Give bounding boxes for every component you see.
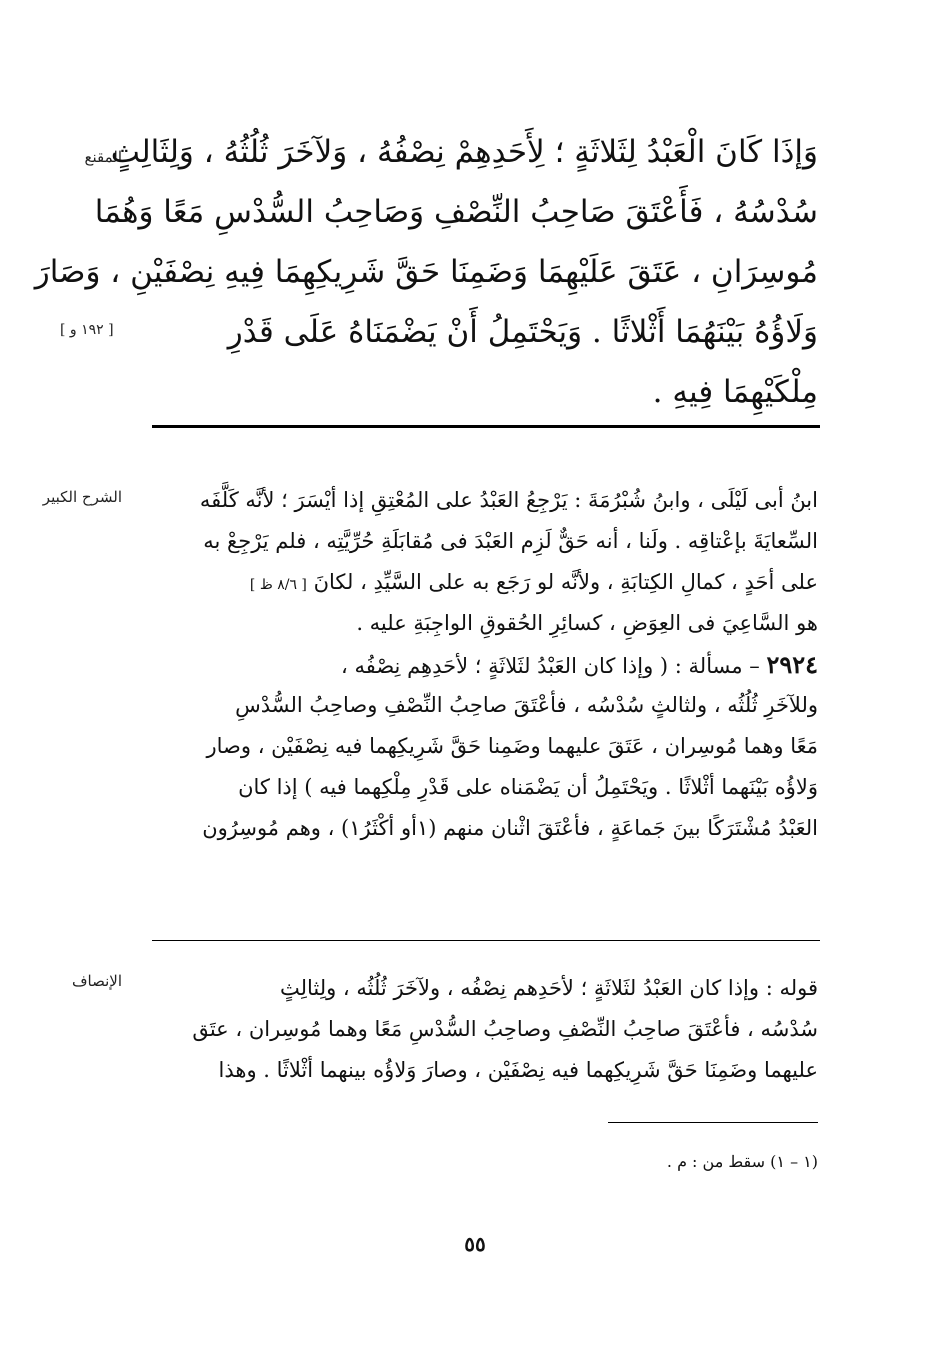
- text-line: وَإذَا كَانَ الْعَبْدُ لِثَلاثَةٍ ؛ لِأَحَدِهِمْ نِصْفُهُ ، وَلآخَرَ ثُلُثُهُ ، وَلِثَالِثٍ: [110, 134, 818, 170]
- text-line: مُوسِرَانِ ، عَتَقَ عَلَيْهِمَا وَضَمِنَا حَقَّ شَرِيكِهِمَا فِيهِ نِصْفَيْنِ ، وَصَارَ: [34, 254, 818, 290]
- text-line: مِلْكَيْهِمَا فِيهِ .: [652, 374, 818, 410]
- line-text: على أحَدٍ ، كمالِ الكِتابَةِ ، ولأنَّه لو رَجَع به على السَّيِّدِ ، لكانَ: [313, 570, 818, 594]
- page-number: ٥٥: [464, 1232, 486, 1256]
- manuscript-ref: [ ٨/٦ ظ ]: [249, 577, 307, 593]
- text-line: وَلاؤُه بَيْنَهما أثْلاثًا . ويَحْتَمِلُ أن يَضْمَناه على قَدْرِ مِلْكِهما فيه ) إذا كان: [238, 775, 818, 799]
- section-divider: [152, 940, 820, 941]
- insaf-text-block: [152, 968, 818, 1091]
- text-line: قوله : وإذا كان العَبْدُ لثَلاثَةٍ ؛ لأحَدِهم نِصْفُه ، ولآخَرَ ثُلُثُه ، ولِثالِثٍ: [279, 976, 818, 1000]
- text-line: وَلَاؤُهُ بَيْنَهُمَا أَثْلاثًا . وَيَحْتَمِلُ أَنْ يَضْمَنَاهُ عَلَى قَدْرِ: [227, 314, 818, 350]
- masala-number: ٢٩٢٤: [766, 650, 818, 679]
- text-line: السِّعايَةَ بإعْتاقِه . ولَنا ، أنه حَقٌّ لَزِم العَبْدَ فى مُقابَلَةِ حُرِّيَّتِه ، فلم يَرْجِعْ به: [203, 529, 818, 553]
- text-line: سُدْسُهُ ، فَأَعْتَقَ صَاحِبُ النِّصْفِ وَصَاحِبُ السُّدْسِ مَعًا وَهُمَا: [94, 194, 818, 230]
- text-line: ابنُ أبى لَيْلَى ، وابنُ شُبْرُمَةَ : يَرْجِعُ العَبْدُ على المُعْتِقِ إذا أيْسَرَ ؛ لأنَّه كَلَّفَه: [199, 488, 818, 512]
- footnote-divider: [608, 1122, 818, 1123]
- text-line: مَعًا وهما مُوسِران ، عَتَقَ عليهما وضَمِنا حَقَّ شَرِيكِهما فيه نِصْفَيْن ، وصار: [206, 734, 818, 758]
- text-line: العَبْدُ مُشْتَرَكًا بينَ جَماعَةٍ ، فأعْتَقَ اثْنان منهم (١أو أكْثَرُ١) ، وهم مُوسِرُون: [202, 816, 818, 840]
- text-line: سُدْسُه ، فأعْتَقَ صاحِبُ النِّصْفِ وصاحِبُ السُّدْسِ مَعًا وهما مُوسِران ، عتَق: [192, 1017, 818, 1041]
- section-divider: [152, 425, 820, 428]
- text-line: هو السَّاعِيَ فى العِوَضِ ، كسائِرِ الحُقوقِ الواجِبَةِ عليه .: [356, 611, 818, 635]
- text-line: وللآخَرِ ثُلُثُه ، ولثالثٍ سُدْسُه ، فأعْتَقَ صاحِبُ النِّصْفِ وصاحِبُ السُّدْسِ: [235, 693, 818, 717]
- section-label-sharh: الشرح الكبير: [42, 488, 122, 506]
- text-line: [152, 562, 818, 603]
- manuscript-ref: [ ١٩٢ و ]: [60, 322, 114, 338]
- section-label-insaf: الإنصاف: [71, 972, 122, 990]
- sharh-text-block: [152, 480, 818, 849]
- line-text: – مسألة : ( وإذا كان العَبْدُ لثَلاثَةٍ ؛ لأحَدِهِم نِصْفُه ،: [341, 654, 760, 678]
- text-line: عليهما وضَمِنَا حَقَّ شَرِيكِهما فيه نِصْفَيْن ، وصارَ وَلاؤُه بينهما أثْلاثًا . وهذا: [218, 1058, 818, 1082]
- footnote: (١ – ١) سقط من : م .: [666, 1152, 818, 1171]
- section-label-muqni: المقنع: [84, 148, 122, 166]
- text-line: [152, 644, 818, 685]
